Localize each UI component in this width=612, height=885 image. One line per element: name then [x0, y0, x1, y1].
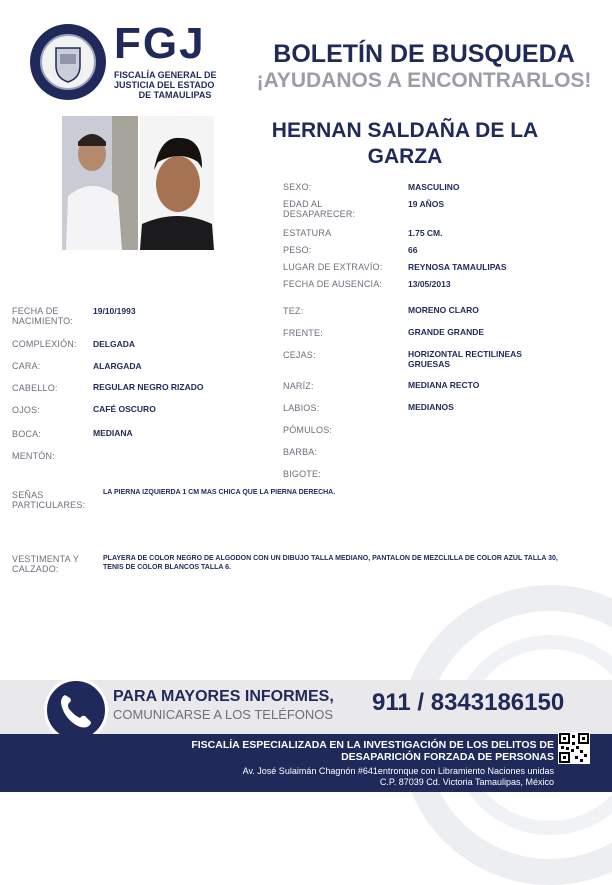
label-lugar-extravio: LUGAR DE EXTRAVÍO: [283, 262, 383, 272]
address-line-2: C.P. 87039 Cd. Victoria Tamaulipas, México [379, 777, 554, 787]
contact-phone-number: 911 / 8343186150 [372, 689, 565, 716]
label-frente: FRENTE: [283, 328, 323, 338]
label-cabello: CABELLO: [12, 383, 58, 393]
label-bigote: BIGOTE: [283, 469, 321, 479]
value-vestimenta: PLAYERA DE COLOR NEGRO DE ALGODON CON UN DIBUJO TALLA MEDIANO, PANTALON DE MEZCLILLA DE COLOR AZUL TALLA 30, TENIS DE COLOR BLANCOS TALLA 6. [103, 555, 558, 571]
label-estatura: ESTATURA [283, 228, 332, 238]
label-senas-particulares: SEÑAS PARTICULARES: [12, 490, 86, 510]
value-labios: MEDIANOS [408, 402, 454, 412]
label-pomulos: PÓMULOS: [283, 425, 333, 435]
phone-icon [44, 678, 108, 742]
value-tez: MORENO CLARO [408, 305, 479, 315]
value-estatura: 1.75 CM. [408, 228, 443, 238]
label-peso: PESO: [283, 245, 312, 255]
photo-full-body [62, 116, 138, 250]
logo-line-2: JUSTICIA DEL ESTADO [114, 80, 215, 90]
value-fecha-nacimiento: 19/10/1993 [93, 306, 136, 316]
label-edad: EDAD AL DESAPARECER: [283, 199, 356, 219]
value-complexion: DELGADA [93, 339, 136, 349]
value-frente: GRANDE GRANDE [408, 327, 485, 337]
value-sexo: MASCULINO [408, 182, 460, 192]
label-cara: CARA: [12, 361, 41, 371]
photo-portrait [140, 116, 214, 250]
missing-person-name: HERNAN SALDAÑA DE LA GARZA [271, 119, 539, 168]
info-subtitle: COMUNICARSE A LOS TELÉFONOS [113, 707, 334, 722]
logo-subtitle [114, 70, 236, 100]
fgj-logo-text: FGJ [114, 19, 206, 68]
label-complexion: COMPLEXIÓN: [12, 339, 77, 349]
label-tez: TEZ: [283, 306, 304, 316]
logo-line-1: FISCALÍA GENERAL DE [114, 70, 217, 80]
label-boca: BOCA: [12, 429, 42, 439]
label-menton: MENTÓN: [12, 451, 55, 461]
value-ojos: CAFÉ OSCURO [93, 404, 156, 414]
value-nariz: MEDIANA RECTO [408, 380, 480, 390]
value-fecha-ausencia: 13/05/2013 [408, 279, 451, 289]
value-cabello: REGULAR NEGRO RIZADO [93, 382, 204, 392]
label-nariz: NARÍZ: [283, 381, 314, 391]
value-peso: 66 [408, 245, 418, 255]
label-fecha-ausencia: FECHA DE AUSENCIA: [283, 279, 383, 289]
label-cejas: CEJAS: [283, 350, 316, 360]
office-line-2: DESAPARICIÓN FORZADA DE PERSONAS [341, 751, 554, 763]
value-boca: MEDIANA [93, 428, 133, 438]
label-vestimenta: VESTIMENTA Y CALZADO: [12, 554, 79, 574]
label-sexo: SEXO: [283, 182, 312, 192]
label-fecha-nacimiento: FECHA DE NACIMIENTO: [12, 306, 74, 326]
label-barba: BARBA: [283, 447, 318, 457]
bulletin-subtitle: ¡AYUDANOS A ENCONTRARLOS! [256, 69, 592, 92]
value-edad: 19 AÑOS [408, 199, 445, 209]
value-senas-particulares: LA PIERNA IZQUIERDA 1 CM MAS CHICA QUE LA PIERNA DERECHA. [103, 489, 336, 496]
value-lugar-extravio: REYNOSA TAMAULIPAS [408, 262, 507, 272]
qr-code-icon[interactable] [558, 732, 590, 764]
label-labios: LABIOS: [283, 403, 320, 413]
bulletin-title: BOLETÍN DE BUSQUEDA [273, 40, 575, 68]
address-line-1: Av. José Sulaimán Chagnón #641entronque con Libramiento Naciones unidas [242, 766, 554, 776]
logo-line-3: DE TAMAULIPAS [138, 90, 212, 100]
office-line-1: FISCALÍA ESPECIALIZADA EN LA INVESTIGACIÓN DE LOS DELITOS DE [191, 739, 554, 751]
value-cara: ALARGADA [93, 361, 142, 371]
info-title: PARA MAYORES INFORMES, [113, 688, 334, 705]
value-cejas: HORIZONTAL RECTILINEAS GRUESAS [408, 349, 522, 369]
label-ojos: OJOS: [12, 405, 41, 415]
tamaulipas-seal-icon [30, 24, 106, 100]
